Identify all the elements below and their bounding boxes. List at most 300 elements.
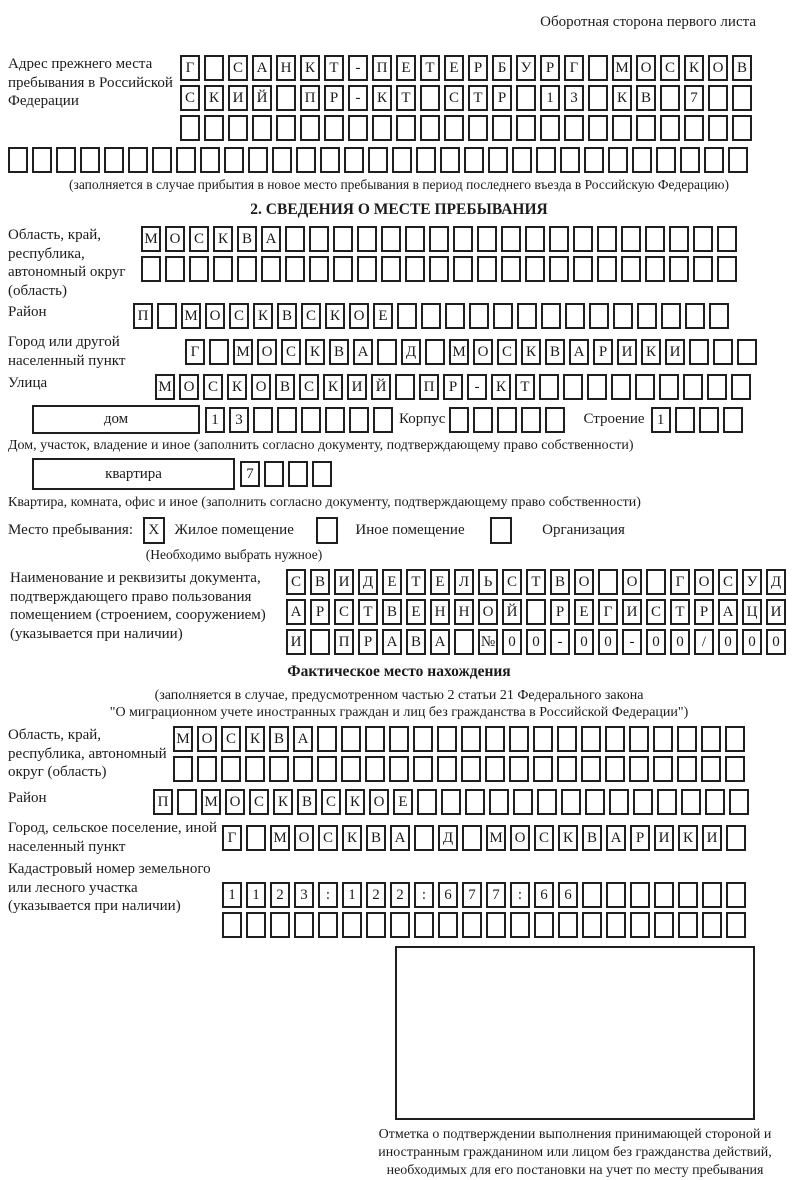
form-cell: Г xyxy=(180,55,200,81)
form-cell: 6 xyxy=(534,882,554,908)
form-cell: К xyxy=(204,85,224,111)
form-cell xyxy=(389,726,409,752)
form-cell xyxy=(296,147,316,173)
form-cell xyxy=(224,147,244,173)
form-cell: К xyxy=(345,789,365,815)
page-header: Оборотная сторона первого листа xyxy=(540,14,756,30)
form-cell: 1 xyxy=(342,882,362,908)
form-cell xyxy=(445,303,465,329)
form-cell xyxy=(565,303,585,329)
form-cell xyxy=(588,55,608,81)
form-cell xyxy=(310,629,330,655)
form-cell: П xyxy=(419,374,439,400)
form-cell xyxy=(656,147,676,173)
form-cell xyxy=(684,115,704,141)
form-cell xyxy=(392,147,412,173)
form-cell xyxy=(397,303,417,329)
stroenie-row xyxy=(651,407,747,433)
form-cell: А xyxy=(293,726,313,752)
form-cell xyxy=(533,756,553,782)
form-cell xyxy=(516,85,536,111)
actual-district-label: Район xyxy=(8,790,47,806)
form-cell: Е xyxy=(574,599,594,625)
form-cell xyxy=(536,147,556,173)
form-cell: П xyxy=(133,303,153,329)
form-cell xyxy=(344,147,364,173)
form-cell xyxy=(152,147,172,173)
korpus-label: Корпус xyxy=(399,411,446,428)
form-cell: А xyxy=(718,599,738,625)
house-row xyxy=(205,407,397,433)
form-cell xyxy=(713,339,733,365)
form-cell xyxy=(653,726,673,752)
form-cell xyxy=(333,256,353,282)
form-cell: О xyxy=(694,569,714,595)
form-cell xyxy=(222,912,242,938)
form-cell xyxy=(589,303,609,329)
form-cell: Е xyxy=(430,569,450,595)
form-cell: К xyxy=(323,374,343,400)
form-cell xyxy=(582,882,602,908)
form-cell xyxy=(365,726,385,752)
apartment-row xyxy=(240,461,336,487)
form-cell xyxy=(549,256,569,282)
form-cell: В xyxy=(275,374,295,400)
form-cell xyxy=(469,303,489,329)
form-cell: О xyxy=(636,55,656,81)
form-cell xyxy=(32,147,52,173)
form-cell xyxy=(732,85,752,111)
form-cell: К xyxy=(684,55,704,81)
actual-district-block xyxy=(8,789,790,815)
form-cell: М xyxy=(449,339,469,365)
form-cell: - xyxy=(348,85,368,111)
form-cell xyxy=(708,115,728,141)
form-cell: С xyxy=(534,825,554,851)
form-cell xyxy=(637,303,657,329)
form-cell xyxy=(288,461,308,487)
form-cell xyxy=(660,85,680,111)
form-cell: 7 xyxy=(462,882,482,908)
form-cell: Р xyxy=(550,599,570,625)
checkbox-organization xyxy=(490,517,512,544)
form-cell xyxy=(608,147,628,173)
form-cell: А xyxy=(569,339,589,365)
form-cell: 2 xyxy=(366,882,386,908)
form-cell xyxy=(509,726,529,752)
region-grid xyxy=(141,226,741,286)
form-cell xyxy=(425,339,445,365)
form-cell: - xyxy=(622,629,642,655)
form-cell: 2 xyxy=(390,882,410,908)
form-cell: 0 xyxy=(718,629,738,655)
form-cell xyxy=(632,147,652,173)
form-cell xyxy=(597,226,617,252)
form-cell: А xyxy=(252,55,272,81)
form-cell xyxy=(309,256,329,282)
form-cell: К xyxy=(372,85,392,111)
form-cell xyxy=(512,147,532,173)
form-cell: У xyxy=(742,569,762,595)
form-cell: Р xyxy=(468,55,488,81)
form-cell xyxy=(621,226,641,252)
form-cell xyxy=(462,825,482,851)
form-cell: В xyxy=(636,85,656,111)
actual-region-label: Область, край, республика, автономный округ (область) xyxy=(8,727,167,780)
form-cell: С xyxy=(646,599,666,625)
form-cell: С xyxy=(203,374,223,400)
form-cell: О xyxy=(165,226,185,252)
form-cell: 7 xyxy=(486,882,506,908)
form-cell xyxy=(541,303,561,329)
form-cell xyxy=(477,256,497,282)
form-cell xyxy=(588,115,608,141)
form-cell xyxy=(8,147,28,173)
city-label: Город или другой населенный пункт xyxy=(8,334,126,369)
form-cell: Р xyxy=(593,339,613,365)
form-cell: Ц xyxy=(742,599,762,625)
form-cell: К xyxy=(342,825,362,851)
form-cell xyxy=(678,912,698,938)
form-cell xyxy=(497,407,517,433)
stamp-caption: Отметка о подтверждении выполнения принимающей стороной и иностранным гражданином или лицом без гражданства действий, необходимых для его постановки на учет по месту пребывания xyxy=(378,1127,772,1178)
form-cell xyxy=(381,256,401,282)
prev-address-label: Адрес прежнего места пребывания в Российской Федерации xyxy=(8,56,173,109)
section2-title: 2. СВЕДЕНИЯ О МЕСТЕ ПРЕБЫВАНИЯ xyxy=(250,201,548,218)
form-cell xyxy=(320,147,340,173)
actual-district-row xyxy=(153,789,753,815)
form-cell: С xyxy=(502,569,522,595)
form-cell xyxy=(417,789,437,815)
form-cell: В xyxy=(582,825,602,851)
street-block xyxy=(8,374,790,400)
korpus-row xyxy=(449,407,569,433)
form-cell xyxy=(461,726,481,752)
form-cell: Р xyxy=(324,85,344,111)
form-cell xyxy=(573,226,593,252)
form-cell xyxy=(461,756,481,782)
form-cell: Е xyxy=(382,569,402,595)
form-cell xyxy=(264,461,284,487)
form-cell xyxy=(621,256,641,282)
form-cell xyxy=(333,226,353,252)
form-cell: К xyxy=(558,825,578,851)
form-cell xyxy=(421,303,441,329)
form-cell: К xyxy=(521,339,541,365)
form-cell xyxy=(509,756,529,782)
form-cell xyxy=(197,756,217,782)
form-cell: Е xyxy=(393,789,413,815)
form-cell: Г xyxy=(670,569,690,595)
form-cell xyxy=(677,756,697,782)
form-cell: Р xyxy=(492,85,512,111)
form-cell: И xyxy=(334,569,354,595)
form-cell: О xyxy=(510,825,530,851)
form-cell: К xyxy=(213,226,233,252)
form-cell: С xyxy=(249,789,269,815)
form-cell xyxy=(633,789,653,815)
form-cell xyxy=(537,789,557,815)
form-cell xyxy=(629,726,649,752)
form-cell xyxy=(204,55,224,81)
form-cell xyxy=(389,756,409,782)
form-cell xyxy=(318,912,338,938)
form-cell xyxy=(176,147,196,173)
form-cell xyxy=(525,256,545,282)
form-cell: С xyxy=(301,303,321,329)
form-cell xyxy=(80,147,100,173)
form-cell: И xyxy=(766,599,786,625)
form-cell: Г xyxy=(222,825,242,851)
prev-address-block xyxy=(8,55,790,145)
form-cell: В xyxy=(329,339,349,365)
form-cell: В xyxy=(297,789,317,815)
district-row xyxy=(133,303,733,329)
form-cell xyxy=(526,599,546,625)
form-cell xyxy=(437,756,457,782)
form-cell: 6 xyxy=(438,882,458,908)
form-cell: О xyxy=(478,599,498,625)
form-cell xyxy=(605,726,625,752)
form-cell: С xyxy=(497,339,517,365)
form-cell xyxy=(141,256,161,282)
form-cell: В xyxy=(237,226,257,252)
form-cell: 7 xyxy=(684,85,704,111)
prev-address-row-3 xyxy=(180,115,756,141)
region-label: Область, край, республика, автономный округ (область) xyxy=(8,227,126,299)
form-cell xyxy=(437,726,457,752)
form-cell: Т xyxy=(670,599,690,625)
form-cell: Т xyxy=(324,55,344,81)
form-cell: 2 xyxy=(270,882,290,908)
form-cell xyxy=(449,407,469,433)
form-cell xyxy=(558,912,578,938)
form-cell: С xyxy=(321,789,341,815)
prev-address-row-4 xyxy=(8,147,790,173)
form-cell xyxy=(277,407,297,433)
actual-region-row-2 xyxy=(173,756,749,782)
house-block xyxy=(8,405,790,434)
form-cell: М xyxy=(141,226,161,252)
form-cell xyxy=(177,789,197,815)
document-block xyxy=(8,569,790,659)
form-cell xyxy=(613,303,633,329)
form-cell: 0 xyxy=(598,629,618,655)
form-cell xyxy=(228,115,248,141)
form-cell xyxy=(660,115,680,141)
form-cell: Р xyxy=(630,825,650,851)
form-cell xyxy=(683,374,703,400)
form-cell xyxy=(373,407,393,433)
document-row-2 xyxy=(286,599,790,625)
form-cell xyxy=(645,226,665,252)
form-cell xyxy=(630,882,650,908)
prev-address-row-1 xyxy=(180,55,756,81)
district-block xyxy=(8,303,790,329)
form-cell: В xyxy=(269,726,289,752)
actual-location-title: Фактическое место нахождения xyxy=(287,663,511,680)
form-cell xyxy=(246,825,266,851)
form-cell xyxy=(245,756,265,782)
form-cell xyxy=(708,85,728,111)
form-cell xyxy=(454,629,474,655)
form-cell xyxy=(341,756,361,782)
form-cell xyxy=(707,374,727,400)
form-cell: Ь xyxy=(478,569,498,595)
form-cell: В xyxy=(732,55,752,81)
form-cell: И xyxy=(286,629,306,655)
form-cell xyxy=(693,226,713,252)
street-label: Улица xyxy=(8,375,48,391)
form-cell: Д xyxy=(438,825,458,851)
form-cell xyxy=(420,85,440,111)
form-cell xyxy=(659,374,679,400)
form-cell: С xyxy=(180,85,200,111)
form-cell xyxy=(585,789,605,815)
document-row-3 xyxy=(286,629,790,655)
form-cell xyxy=(501,226,521,252)
form-cell: 0 xyxy=(502,629,522,655)
actual-location-caption-1: (заполняется в случае, предусмотренном частью 2 статьи 21 Федерального закона xyxy=(154,688,644,703)
stay-type-label: Место пребывания: xyxy=(8,522,133,538)
form-cell: П xyxy=(153,789,173,815)
form-cell: Т xyxy=(420,55,440,81)
form-cell: К xyxy=(227,374,247,400)
form-cell xyxy=(726,882,746,908)
form-cell xyxy=(429,226,449,252)
form-cell xyxy=(221,756,241,782)
checkbox-other-premises-label: Иное помещение xyxy=(355,522,465,538)
actual-city-row xyxy=(222,825,750,851)
form-cell: Л xyxy=(454,569,474,595)
actual-region-grid xyxy=(173,726,749,786)
form-cell xyxy=(728,147,748,173)
form-cell xyxy=(381,226,401,252)
form-cell: А xyxy=(261,226,281,252)
stay-type-block xyxy=(8,517,790,544)
form-cell xyxy=(661,303,681,329)
form-cell: Т xyxy=(406,569,426,595)
form-cell: И xyxy=(622,599,642,625)
actual-region-block xyxy=(8,726,790,786)
form-cell xyxy=(717,256,737,282)
form-cell: И xyxy=(654,825,674,851)
form-cell: 1 xyxy=(205,407,225,433)
form-cell: Й xyxy=(252,85,272,111)
form-cell xyxy=(473,407,493,433)
form-cell xyxy=(725,756,745,782)
form-cell: Р xyxy=(443,374,463,400)
form-cell xyxy=(726,912,746,938)
form-cell xyxy=(173,756,193,782)
form-cell: М xyxy=(201,789,221,815)
apartment-box: квартира xyxy=(32,458,235,490)
form-cell xyxy=(272,147,292,173)
form-cell xyxy=(377,339,397,365)
form-cell: О xyxy=(349,303,369,329)
form-cell xyxy=(702,912,722,938)
region-row-1 xyxy=(141,226,741,252)
form-cell: 3 xyxy=(564,85,584,111)
form-cell xyxy=(157,303,177,329)
form-cell xyxy=(699,407,719,433)
form-cell: Р xyxy=(694,599,714,625)
form-cell xyxy=(189,256,209,282)
form-cell: 0 xyxy=(742,629,762,655)
form-cell: Е xyxy=(396,55,416,81)
form-cell xyxy=(693,256,713,282)
form-cell: 0 xyxy=(526,629,546,655)
form-cell xyxy=(300,115,320,141)
form-cell: Г xyxy=(598,599,618,625)
form-cell: В xyxy=(550,569,570,595)
form-cell xyxy=(440,147,460,173)
house-caption: Дом, участок, владение и иное (заполнить согласно документу, подтверждающему право собственности) xyxy=(8,438,634,453)
house-box: дом xyxy=(32,405,200,434)
form-cell xyxy=(438,912,458,938)
form-cell: С xyxy=(660,55,680,81)
form-cell xyxy=(405,256,425,282)
form-cell xyxy=(396,115,416,141)
form-cell: Т xyxy=(396,85,416,111)
form-cell xyxy=(705,789,725,815)
form-cell xyxy=(597,256,617,282)
form-cell: С xyxy=(299,374,319,400)
form-cell: Т xyxy=(358,599,378,625)
form-cell xyxy=(653,756,673,782)
stroenie-label: Строение xyxy=(583,411,645,428)
form-cell: Д xyxy=(766,569,786,595)
form-cell: И xyxy=(617,339,637,365)
form-cell xyxy=(414,825,434,851)
form-cell: С xyxy=(444,85,464,111)
actual-city-block xyxy=(8,819,790,856)
form-cell xyxy=(349,407,369,433)
form-cell: В xyxy=(382,599,402,625)
form-cell xyxy=(513,789,533,815)
form-cell xyxy=(725,726,745,752)
form-cell: И xyxy=(665,339,685,365)
form-cell xyxy=(413,726,433,752)
form-cell: Д xyxy=(401,339,421,365)
form-cell: К xyxy=(641,339,661,365)
form-cell xyxy=(685,303,705,329)
form-cell xyxy=(453,256,473,282)
street-row xyxy=(155,374,755,400)
form-cell xyxy=(584,147,604,173)
form-cell: - xyxy=(348,55,368,81)
form-cell: С xyxy=(228,55,248,81)
form-cell xyxy=(317,726,337,752)
form-cell xyxy=(493,303,513,329)
form-cell xyxy=(549,226,569,252)
form-cell xyxy=(723,407,743,433)
form-cell xyxy=(689,339,709,365)
form-cell: : xyxy=(414,882,434,908)
checkbox-other-premises xyxy=(316,517,338,544)
form-cell xyxy=(681,789,701,815)
form-cell xyxy=(441,789,461,815)
form-cell: 1 xyxy=(540,85,560,111)
form-cell: Н xyxy=(276,55,296,81)
form-cell: А xyxy=(606,825,626,851)
form-cell: Е xyxy=(406,599,426,625)
form-cell xyxy=(588,85,608,111)
form-cell: Е xyxy=(444,55,464,81)
form-cell: О xyxy=(197,726,217,752)
form-cell: В xyxy=(366,825,386,851)
form-cell xyxy=(252,115,272,141)
